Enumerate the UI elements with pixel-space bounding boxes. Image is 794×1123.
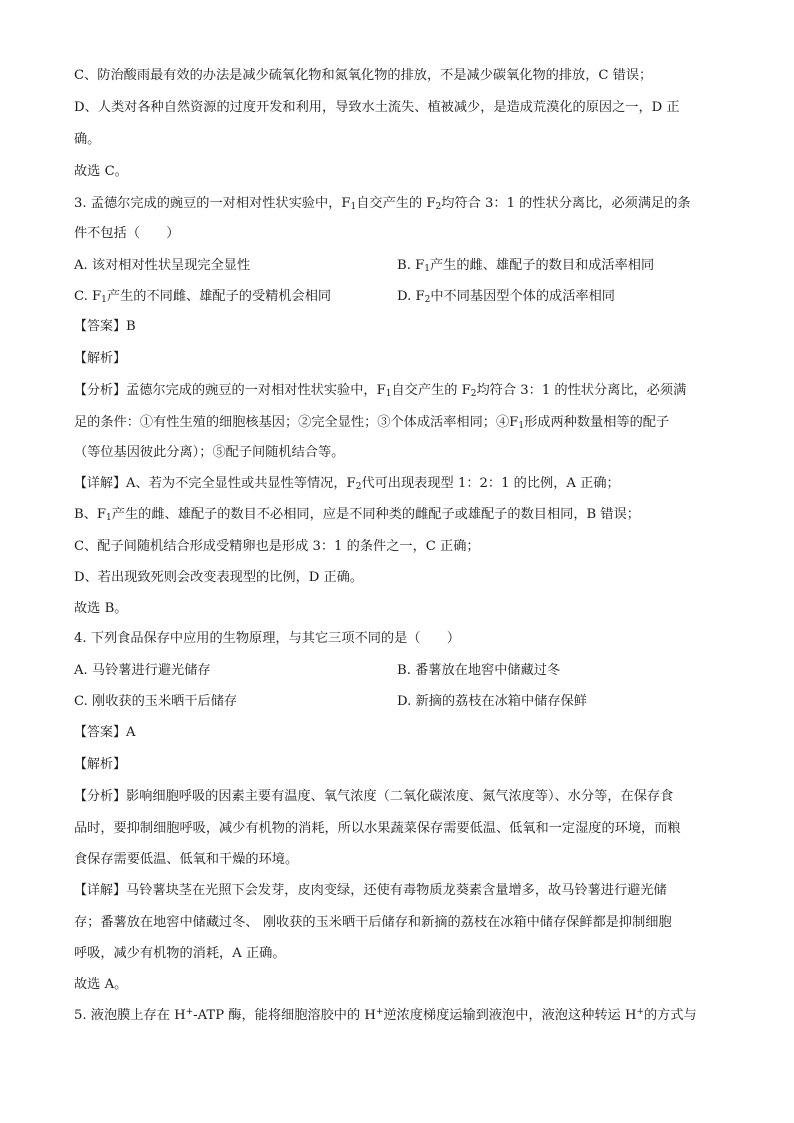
q3-option-d: D. $F_2$中不同基因型个体的成活率相同: [397, 289, 615, 305]
q4-option-a: A. 马铃薯进行避光储存: [74, 663, 211, 678]
q5-stem: 5. 液泡膜上存在 H+-ATP 酶，能将细胞溶胶中的 H+逆浓度梯度运输到液泡中，液泡这种转运 H+的方式与: [74, 1007, 697, 1023]
q3-option-a: A. 该对相对性状呈现完全显性: [74, 258, 251, 273]
q3-stem: 3. 孟德尔完成的豌豆的一对相对性状实验中，$F_1$自交产生的 $F_2$均符合 3：1 的性状分离比，必须满足的条: [74, 196, 691, 212]
q4-xiangjie-line3: 呼吸，减少有机物的消耗，A 正确。: [74, 946, 286, 961]
prev-option-c-explanation: C、防治酸雨最有效的办法是减少硫氧化物和氮氧化物的排放，不是减少碳氧化物的排放，C 错误；: [74, 68, 653, 83]
q4-fenxi-line3: 食保存需要低温、低氧和干燥的环境。: [74, 852, 299, 867]
answer-tag: 【答案】: [74, 319, 127, 334]
q4-answer: 【答案】A: [74, 725, 136, 740]
q4-fenxi-line1: 【分析】影响细胞呼吸的因素主要有温度、氧气浓度（二氧化碳浓度、氮气浓度等）、水分等，在保存食: [74, 789, 674, 804]
q3-choice: 故选 B。: [74, 601, 128, 616]
q3-fenxi-line1: 【分析】孟德尔完成的豌豆的一对相对性状实验中，$F_1$自交产生的 $F_2$均符合 3：1 的性状分离比，必须满: [74, 383, 687, 399]
q4-fenxi-line2: 品时，要抑制细胞呼吸，减少有机物的消耗，所以水果蔬菜保存需要低温、低氧和一定湿度的环境，而粮: [74, 821, 681, 836]
q3-answer: 【答案】B: [74, 319, 136, 334]
q4-xiangjie-line2: 存；番薯放在地窖中储藏过冬、 刚收获的玉米晒干后储存和新摘的荔枝在冰箱中储存保鲜都是抑制细胞: [74, 915, 672, 930]
q3-stem-cont: 件不包括（ ）: [74, 226, 180, 241]
q3-fenxi-line3: （等位基因彼此分离）；⑤配子间随机结合等。: [74, 445, 345, 460]
q3-analysis-heading: 【解析】: [74, 351, 127, 366]
q4-stem: 4. 下列食品保存中应用的生物原理，与其它三项不同的是（ ）: [74, 631, 461, 646]
q3-xiangjie-line4: D、若出现致死则会改变表现型的比例，D 正确。: [74, 570, 364, 585]
q3-xiangjie-line1: 【详解】A、若为不完全显性或共显性等情况，$F_2$代可出现表现型 1：2：1 的比例，A 正确；: [74, 476, 620, 492]
prev-option-d-explanation: D、人类对各种自然资源的过度开发和利用，导致水土流失、植被减少，是造成荒漠化的原因之一，D 正: [74, 100, 680, 115]
q4-option-d: D. 新摘的荔枝在冰箱中储存保鲜: [397, 694, 587, 709]
prev-choice: 故选 C。: [74, 164, 128, 179]
q4-choice: 故选 A。: [74, 977, 128, 992]
q4-analysis-heading: 【解析】: [74, 757, 127, 772]
q3-xiangjie-line3: C、配子间随机结合形成受精卵也是形成 3：1 的条件之一，C 正确；: [74, 539, 480, 554]
q3-fenxi-line2: 足的条件：①有性生殖的细胞核基因；②完全显性；③个体成活率相同；$④F_1$形成两种数量相等的配子: [74, 415, 670, 431]
q4-option-b: B. 番薯放在地窖中储藏过冬: [397, 663, 561, 678]
q4-xiangjie-line1: 【详解】马铃薯块茎在光照下会发芽，皮肉变绿，还使有毒物质龙葵素含量增多，故马铃薯进行避光储: [74, 883, 667, 898]
q4-option-c: C. 刚收获的玉米晒干后储存: [74, 694, 238, 709]
q3-xiangjie-line2: B、$F_1$产生的雌、雄配子的数目不必相同，应是不同种类的雌配子或雄配子的数目相同，B 错误；: [74, 507, 640, 523]
prev-option-d-explanation-cont: 确。: [74, 132, 101, 147]
q3-option-c: C. $F_1$产生的不同雌、雄配子的受精机会相同: [74, 289, 332, 305]
q3-option-b: B. $F_1$产生的雌、雄配子的数目和成活率相同: [397, 258, 655, 274]
